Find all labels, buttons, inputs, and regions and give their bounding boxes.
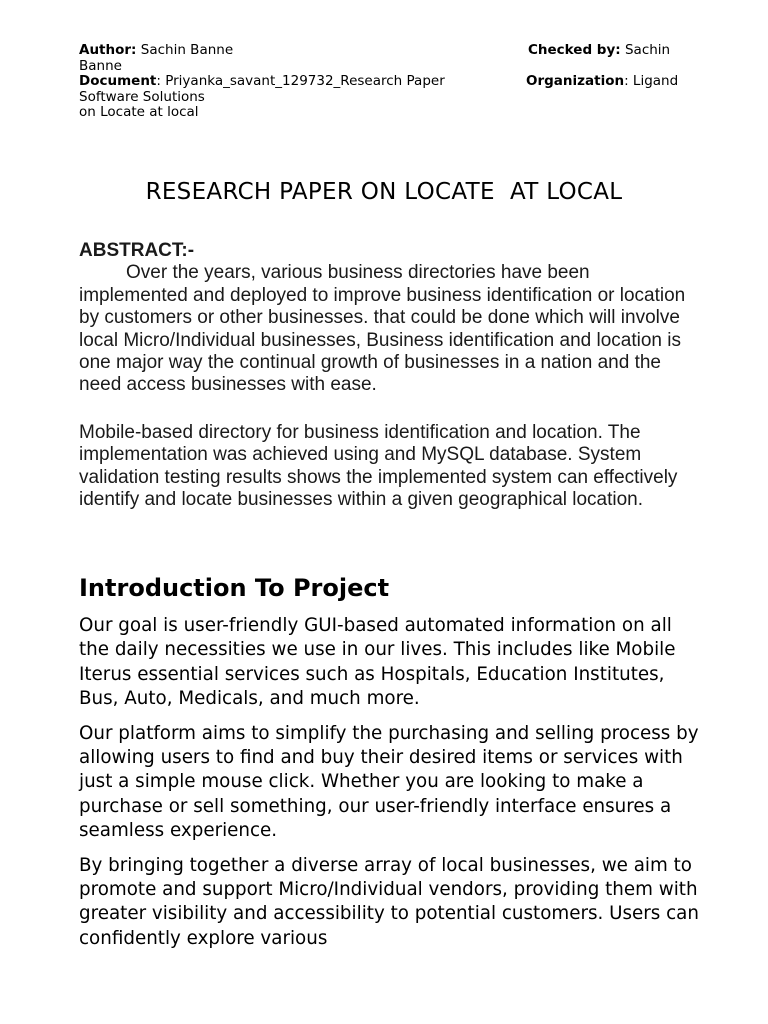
abstract-paragraph-2: Mobile-based directory for business identification and location. The implementation was achieved using and MySQL database. System validation testing results shows the implemented system can effectively identify and locate businesses within a given geographical location. <box>79 421 678 511</box>
introduction-heading: Introduction To Project <box>79 574 390 602</box>
checked-by-value: Sachin <box>620 42 671 58</box>
document-label: Document <box>79 73 157 89</box>
checked-by-label: Checked by: <box>528 42 621 58</box>
document-header <box>79 43 699 121</box>
organization-value: : Ligand <box>624 73 679 89</box>
header-row-2 <box>79 59 699 75</box>
introduction-paragraph-2: Our platform aims to simplify the purchasing and selling process by allowing users to find and buy their desired items or services with just a simple mouse click. Whether you are looking to make a purchase or sell something, our user-friendly interface ensures a seamless experience. <box>79 722 699 842</box>
organization-label: Organization <box>526 73 625 89</box>
header-row-4 <box>79 90 699 106</box>
abstract-heading: ABSTRACT:- <box>79 240 195 261</box>
author-value-continued: Banne <box>79 57 122 74</box>
header-row-3 <box>79 74 699 90</box>
introduction-paragraph-3: By bringing together a diverse array of local businesses, we aim to promote and support Micro/Individual vendors, providing them with greater visibility and accessibility to potential customers. Users can confidently explore various <box>79 854 699 949</box>
document-value-continued: on Locate at local <box>79 104 199 120</box>
header-row-1 <box>79 43 699 59</box>
document-value: : Priyanka_savant_129732_Research Paper <box>156 73 445 89</box>
author-field <box>79 42 233 58</box>
abstract-paragraph-1: Over the years, various business directories have been implemented and deployed to improve business identification or location by customers or other businesses. that could be done which will involve local Micro/Individual businesses, Business identification and location is one major way the continual growth of businesses in a nation and the need access businesses with ease. <box>79 262 686 396</box>
header-row-5 <box>79 105 699 121</box>
checked-by-field <box>528 43 670 59</box>
abstract-section <box>79 240 699 511</box>
introduction-body <box>79 614 699 961</box>
organization-value-continued: Software Solutions <box>79 88 205 105</box>
introduction-paragraph-1: Our goal is user-friendly GUI-based automated information on all the daily necessities we use in our lives. This includes like Mobile Iterus essential services such as Hospitals, Education Institutes, Bus, Auto, Medicals, and much more. <box>79 615 676 710</box>
author-label: Author: <box>79 42 137 58</box>
document-field <box>79 73 445 89</box>
document-title: RESEARCH PAPER ON LOCATE AT LOCAL <box>145 179 623 205</box>
author-value: Sachin Banne <box>136 42 234 58</box>
organization-field <box>526 74 678 90</box>
